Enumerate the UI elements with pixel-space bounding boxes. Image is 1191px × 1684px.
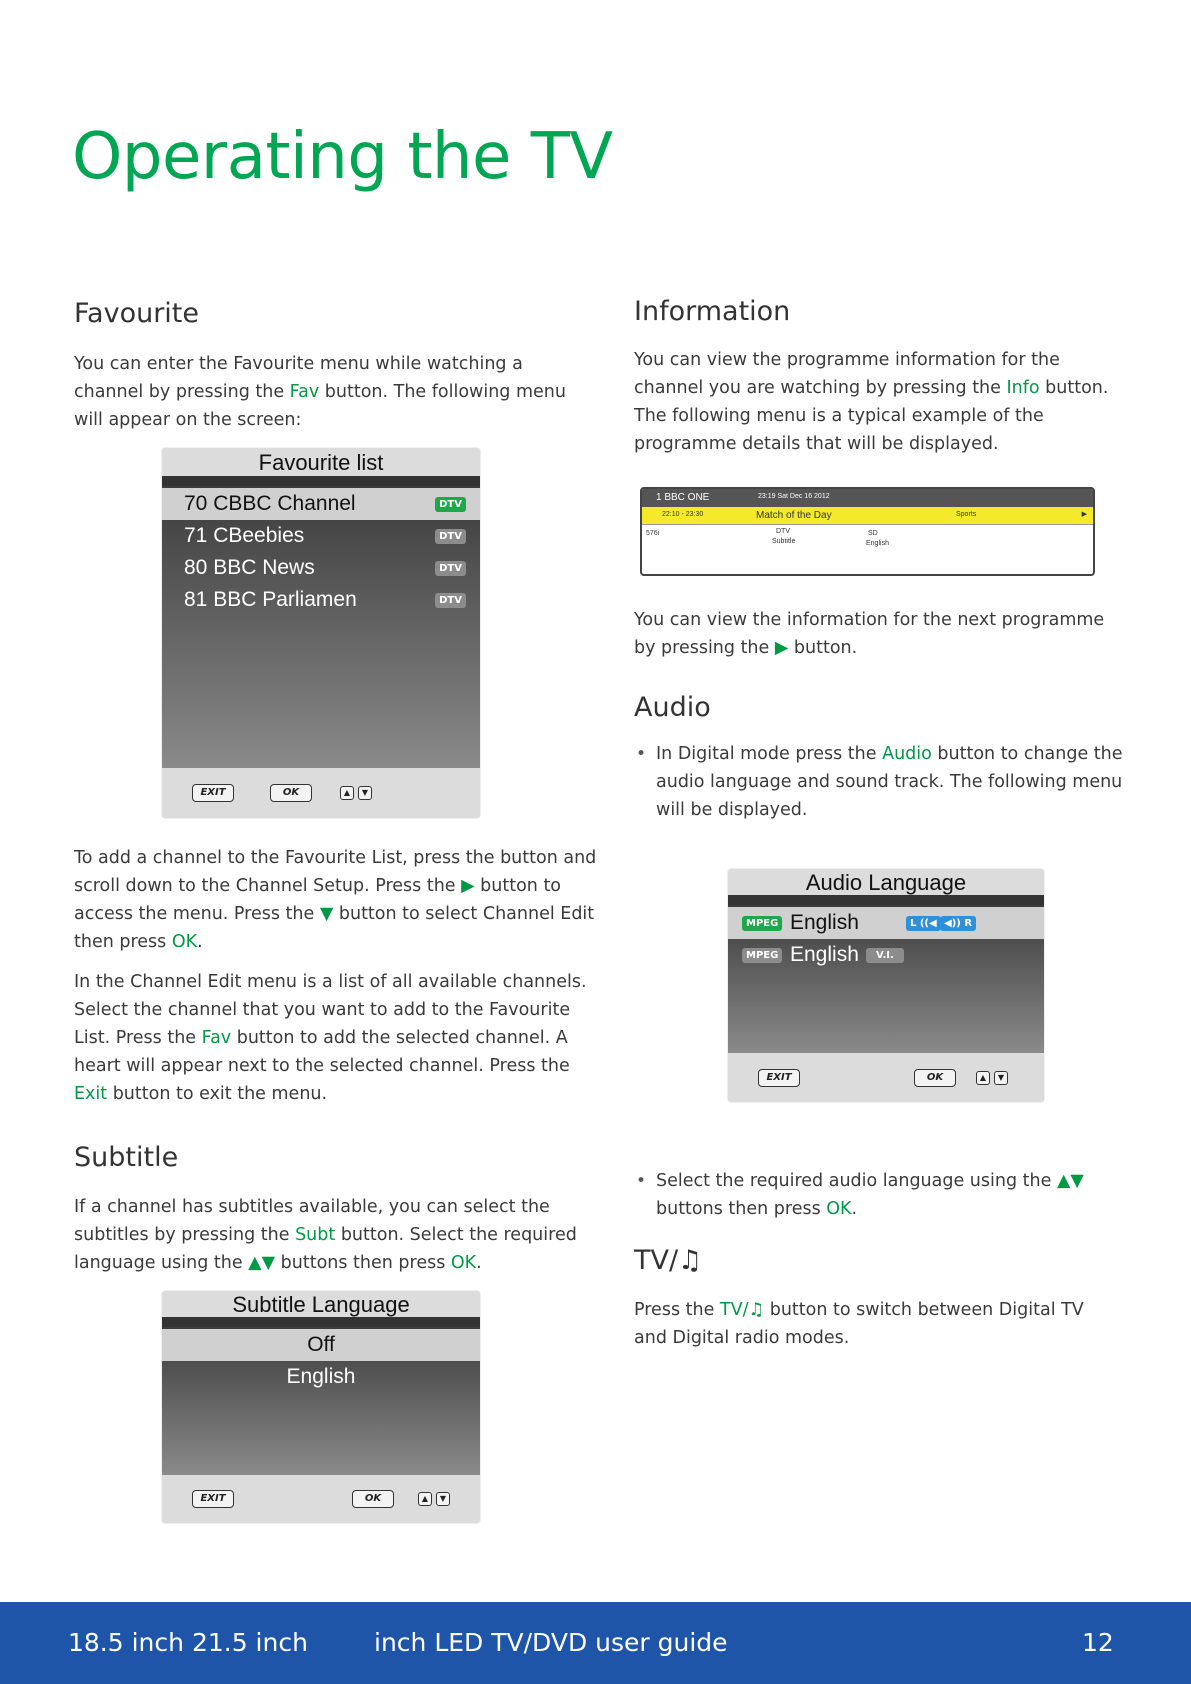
subtitle-text: If a channel has subtitles available, you can select the subtitles by pressing the Subt button. Select the required language using the ▲▼ buttons then press OK.: [74, 1197, 577, 1273]
up-arrow-icon[interactable]: ▲: [340, 786, 354, 800]
up-down-arrows-icon: ▲▼: [248, 1253, 276, 1273]
subtitle-option[interactable]: Off: [162, 1329, 480, 1361]
sd-label: SD: [868, 530, 878, 537]
resolution: 576i: [646, 530, 660, 537]
dtv-label: DTV: [776, 528, 790, 535]
bullet: •: [636, 1171, 647, 1191]
channel-edit-paragraph: In the Channel Edit menu is a list of all available channels. Select the channel that you want to add to the Favourite List. Press the Fav button to add the selected channel. A heart will appear next to the selected channel. Press the Exit button to exit the menu.: [74, 972, 587, 1104]
ok-key-button[interactable]: OK: [352, 1490, 394, 1508]
dtv-badge: DTV: [435, 529, 466, 544]
favourite-heading: Favourite: [74, 298, 200, 329]
right-arrow-icon: ▶: [774, 638, 789, 658]
language-label: English: [866, 540, 889, 547]
down-arrow-icon[interactable]: ▼: [436, 1492, 450, 1506]
vi-badge: V.I.: [866, 948, 904, 963]
exit-key-button[interactable]: EXIT: [758, 1069, 800, 1087]
exit-key-button[interactable]: EXIT: [192, 784, 234, 802]
page-number: 12: [1082, 1628, 1114, 1657]
audio-bullet-1: In Digital mode press the Audio button to change the audio language and sound track. The following menu will be displayed.: [656, 744, 1123, 820]
audio-menu-title: Audio Language: [728, 869, 1044, 895]
favourite-item[interactable]: 70 CBBC Channel DTV: [162, 488, 480, 520]
right-speaker-icon: ◀)) R: [940, 916, 976, 931]
add-channel-paragraph: To add a channel to the Favourite List, press the button and scroll down to the Channel Setup. Press the ▶ button to access the menu. Press the ▼ button to select Channel Edit then press OK.: [74, 848, 597, 952]
favourite-item[interactable]: 80 BBC News DTV: [162, 552, 480, 584]
audio-option[interactable]: MPEG English L ((◀ ◀)) R: [728, 907, 1044, 939]
favourite-list-footer: [162, 768, 480, 818]
menu-divider: [162, 476, 480, 486]
dtv-badge: DTV: [435, 593, 466, 608]
page-title: Operating the TV: [72, 120, 613, 194]
favourite-item[interactable]: 71 CBeebies DTV: [162, 520, 480, 552]
audio-heading: Audio: [634, 692, 711, 723]
favourite-list-body: [162, 486, 480, 768]
programme-info-bar: [640, 487, 1095, 576]
mpeg-badge: MPEG: [742, 916, 782, 931]
info-programme-row: [642, 507, 1093, 525]
tv-radio-heading: TV/♫: [634, 1245, 703, 1276]
ok-key-button[interactable]: OK: [270, 784, 312, 802]
favourite-item[interactable]: 81 BBC Parliamen DTV: [162, 584, 480, 616]
bullet: •: [636, 744, 647, 764]
date-time: 23:19 Sat Dec 16 2012: [758, 493, 830, 500]
favourite-intro: You can enter the Favourite menu while watching a channel by pressing the Fav button. The following menu will appear on the screen:: [74, 354, 566, 430]
subtitle-label: Subtitle: [772, 538, 796, 545]
next-programme-text: You can view the information for the next programme by pressing the ▶ button.: [634, 610, 1105, 658]
up-arrow-icon[interactable]: ▲: [976, 1071, 990, 1085]
audio-option[interactable]: MPEG English V.I.: [728, 939, 1044, 971]
play-icon: ▶: [1081, 511, 1087, 518]
menu-divider: [162, 1317, 480, 1327]
time-range: 22:10 - 23:30: [662, 511, 704, 518]
information-text: You can view the programme information for the channel you are watching by pressing the Info button. The following menu is a typical example of the programme details that will be displayed.: [634, 350, 1109, 454]
right-arrow-icon: ▶: [461, 876, 475, 896]
subtitle-option[interactable]: English: [286, 1365, 356, 1388]
subtitle-menu-body: [162, 1327, 480, 1475]
mpeg-badge: MPEG: [742, 948, 782, 963]
audio-menu-footer: [728, 1053, 1044, 1102]
audio-language-menu: [728, 869, 1044, 1102]
favourite-list-menu: [162, 448, 480, 818]
footer-sizes: 18.5 inch 21.5 inch: [68, 1628, 308, 1657]
ok-key-button[interactable]: OK: [914, 1069, 956, 1087]
subtitle-heading: Subtitle: [74, 1142, 179, 1173]
dtv-badge: DTV: [435, 497, 466, 512]
left-speaker-icon: L ((◀: [906, 916, 941, 931]
subtitle-language-menu: [162, 1291, 480, 1523]
page-footer: [0, 1602, 1191, 1684]
down-arrow-icon[interactable]: ▼: [358, 786, 372, 800]
subtitle-menu-title: Subtitle Language: [162, 1291, 480, 1317]
down-arrow-icon: ▼: [319, 904, 334, 924]
programme-name: Match of the Day: [756, 510, 832, 521]
up-arrow-icon[interactable]: ▲: [418, 1492, 432, 1506]
dtv-badge: DTV: [435, 561, 466, 576]
info-channel-row: [642, 489, 1093, 507]
fav-key-label: Fav: [289, 382, 320, 402]
audio-menu-body: [728, 905, 1044, 1053]
down-arrow-icon[interactable]: ▼: [994, 1071, 1008, 1085]
up-down-arrows-icon: ▲▼: [1056, 1171, 1084, 1191]
genre: Sports: [956, 511, 977, 518]
audio-bullet-2: Select the required audio language using the ▲▼ buttons then press OK.: [656, 1171, 1084, 1219]
favourite-list-title: Favourite list: [162, 448, 480, 476]
information-heading: Information: [634, 296, 791, 327]
tv-radio-text: Press the TV/♫ button to switch between Digital TV and Digital radio modes.: [634, 1300, 1084, 1348]
favourite-add-instructions: [74, 844, 598, 1120]
exit-key-button[interactable]: EXIT: [192, 1490, 234, 1508]
subtitle-menu-footer: [162, 1475, 480, 1523]
channel-name: 1 BBC ONE: [656, 492, 710, 503]
footer-guide-title: inch LED TV/DVD user guide: [374, 1628, 728, 1657]
menu-divider: [728, 895, 1044, 905]
